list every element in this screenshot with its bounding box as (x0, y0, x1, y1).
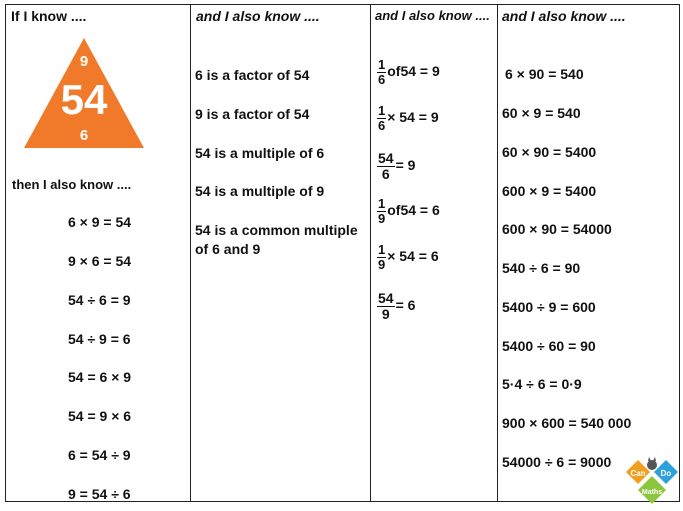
col3-fraction-fact: $\frac{1}{6}$ × 54 = 9 (378, 103, 439, 133)
fraction: $\frac{1}{6}$ (378, 103, 386, 133)
fraction: $\frac{1}{9}$ (378, 242, 386, 272)
triangle-center: 54 (60, 76, 108, 123)
col3-heading: and I also know .... (375, 8, 490, 23)
col1-fact: 6 × 9 = 54 (68, 214, 132, 230)
col4-fact: 600 × 90 = 54000 (502, 221, 612, 237)
col3-fraction-fact: $\frac{54}{6}$ = 9 (378, 150, 416, 182)
triangle-top: 9 (79, 53, 89, 70)
logo-word-do: Do (660, 469, 672, 478)
col4-fact: 600 × 9 = 5400 (502, 183, 597, 199)
col4-fact: 5400 ÷ 9 = 600 (502, 299, 596, 315)
col2-fact: 9 is a factor of 54 (195, 106, 310, 122)
col4-fact: 60 × 9 = 540 (502, 105, 581, 121)
col1-fact: 9 × 6 = 54 (68, 253, 132, 269)
col4-fact: 54000 ÷ 6 = 9000 (502, 454, 612, 470)
fraction: $\frac{1}{6}$ (378, 57, 386, 87)
logo-word-maths: Maths (641, 489, 663, 496)
col1-fact: 54 = 6 × 9 (68, 369, 132, 385)
col1-subheading: then I also know .... (12, 177, 132, 192)
column-divider (497, 5, 498, 501)
column-divider (190, 5, 191, 501)
col1-fact: 54 = 9 × 6 (68, 408, 132, 424)
col2-fact: 54 is a multiple of 6 (195, 145, 325, 161)
fact-triangle (22, 36, 146, 150)
col4-fact: 5400 ÷ 60 = 90 (502, 338, 596, 354)
triangle-bottom: 6 (79, 127, 89, 144)
col3-fraction-fact: $\frac{1}{9}$ × 54 = 6 (378, 242, 439, 272)
col2-fact: 54 is a common multiple (195, 222, 358, 238)
col1-fact: 9 = 54 ÷ 6 (68, 486, 131, 502)
can-do-maths-logo (624, 456, 682, 508)
col3-fraction-fact: $\frac{54}{9}$ = 6 (378, 290, 416, 322)
col4-fact: 60 × 90 = 5400 (502, 144, 597, 160)
col2-fact: of 6 and 9 (195, 241, 261, 257)
col1-fact: 6 = 54 ÷ 9 (68, 447, 131, 463)
fraction: $\frac{54}{9}$ (378, 290, 394, 322)
column-divider (370, 5, 371, 501)
col3-fraction-fact: $\frac{1}{6}$ of54 = 9 (378, 57, 440, 87)
col2-fact: 54 is a multiple of 9 (195, 183, 325, 199)
col1-fact: 54 ÷ 9 = 6 (68, 331, 131, 347)
col1-heading: If I know .... (11, 8, 87, 24)
col2-heading: and I also know .... (196, 8, 320, 24)
logo-word-can: Can (630, 469, 646, 478)
col4-fact: 540 ÷ 6 = 90 (502, 260, 581, 276)
col4-heading: and I also know .... (502, 8, 626, 24)
col2-fact: 6 is a factor of 54 (195, 67, 310, 83)
fraction: $\frac{1}{9}$ (378, 196, 386, 226)
col4-fact: 5·4 ÷ 6 = 0·9 (502, 376, 582, 392)
col1-fact: 54 ÷ 6 = 9 (68, 292, 131, 308)
col4-fact: 900 × 600 = 540 000 (502, 415, 632, 431)
col3-fraction-fact: $\frac{1}{9}$ of54 = 6 (378, 196, 440, 226)
col4-fact: 6 × 90 = 540 (505, 66, 584, 82)
fraction: $\frac{54}{6}$ (378, 150, 394, 182)
